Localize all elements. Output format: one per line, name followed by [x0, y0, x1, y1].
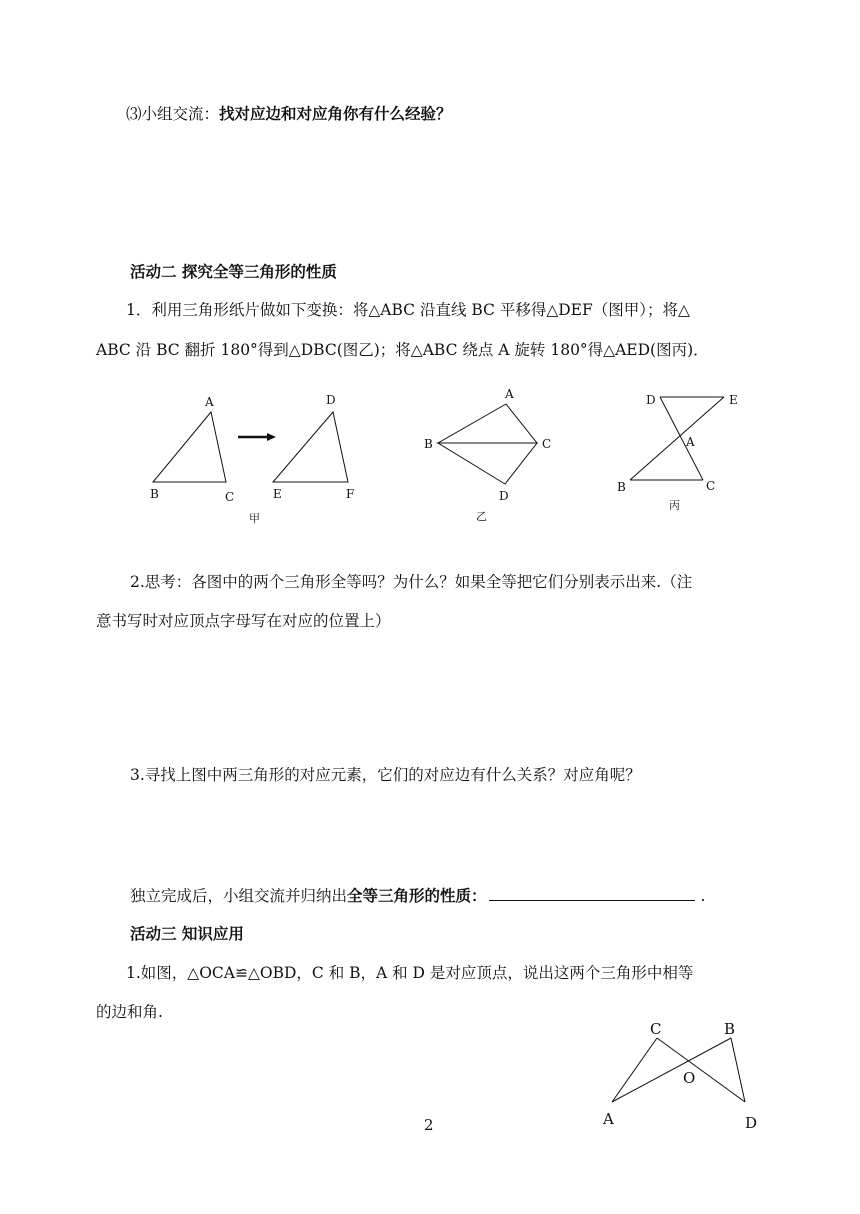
fig-label-d: D	[745, 1114, 758, 1132]
activity2-title: 活动二 探究全等三角形的性质	[130, 262, 337, 281]
yi-label-a: A	[505, 387, 514, 401]
page-number: 2	[424, 1116, 434, 1134]
yi-label-c: C	[542, 437, 552, 451]
fig-label-o: O	[683, 1069, 696, 1087]
summary-bold: 全等三角形的性质：	[347, 886, 487, 905]
summary-suffix: .	[700, 887, 706, 905]
activity2-item2-line1: 2.思考：各图中的两个三角形全等吗？为什么？如果全等把它们分别表示出来.（注	[130, 573, 693, 591]
yi-label-d: D	[499, 489, 509, 503]
triangle-def	[273, 412, 348, 482]
bing-label-c: C	[706, 479, 716, 493]
triangle-dbc-yi	[438, 443, 537, 484]
figure-yi	[438, 404, 537, 484]
bing-label-d: D	[646, 393, 656, 407]
fig-label-a: A	[603, 1110, 614, 1128]
arrow-icon	[238, 433, 276, 441]
jia-label-a: A	[205, 395, 214, 409]
activity3-title: 活动三 知识应用	[130, 924, 244, 943]
q3-bold: 找对应边和对应角你有什么经验？	[219, 104, 452, 123]
q3-prefix: ⑶小组交流：	[126, 105, 220, 123]
bing-caption: 丙	[669, 499, 680, 512]
fig-label-b: B	[724, 1020, 736, 1038]
figure-jia	[153, 412, 348, 482]
bing-label-b: B	[617, 480, 626, 494]
jia-caption: 甲	[249, 512, 260, 525]
figure-oca-obd	[612, 1038, 745, 1102]
summary-line	[130, 886, 705, 906]
bing-label-e: E	[729, 393, 738, 407]
activity2-item3: 3.寻找上图中两三角形的对应元素，它们的对应边有什么关系？对应角呢？	[130, 766, 641, 784]
activity3-item1-line2: 的边和角.	[96, 1003, 163, 1021]
yi-label-b: B	[424, 437, 433, 451]
jia-label-c: C	[225, 490, 235, 504]
answer-blank[interactable]	[489, 886, 695, 901]
activity3-item1-line1: 1.如图，△OCA≌△OBD，C 和 B，A 和 D 是对应顶点，说出这两个三角形中相等	[126, 964, 694, 982]
jia-label-b: B	[150, 487, 159, 501]
summary-prefix: 独立完成后，小组交流并归纳出	[130, 887, 348, 905]
yi-caption: 乙	[476, 510, 487, 523]
activity2-item1-line2: ABC 沿 BC 翻折 180°得到△DBC(图乙)；将△ABC 绕点 A 旋转 180°得△AED(图丙)．	[96, 341, 709, 359]
activity2-item1-line1: 1．利用三角形纸片做如下变换：将△ABC 沿直线 BC 平移得△DEF（图甲）；将△	[126, 301, 690, 319]
jia-label-f: F	[346, 487, 355, 501]
triangle-abc	[153, 412, 226, 482]
activity2-item2-line2: 意书写时对应顶点字母写在对应的位置上）	[96, 612, 391, 630]
bing-label-a: A	[686, 435, 695, 449]
jia-label-e: E	[273, 487, 282, 501]
jia-label-d: D	[326, 393, 336, 407]
fig-label-c: C	[650, 1020, 662, 1038]
triangle-abc-yi	[438, 404, 537, 443]
figure-bing	[630, 397, 724, 480]
